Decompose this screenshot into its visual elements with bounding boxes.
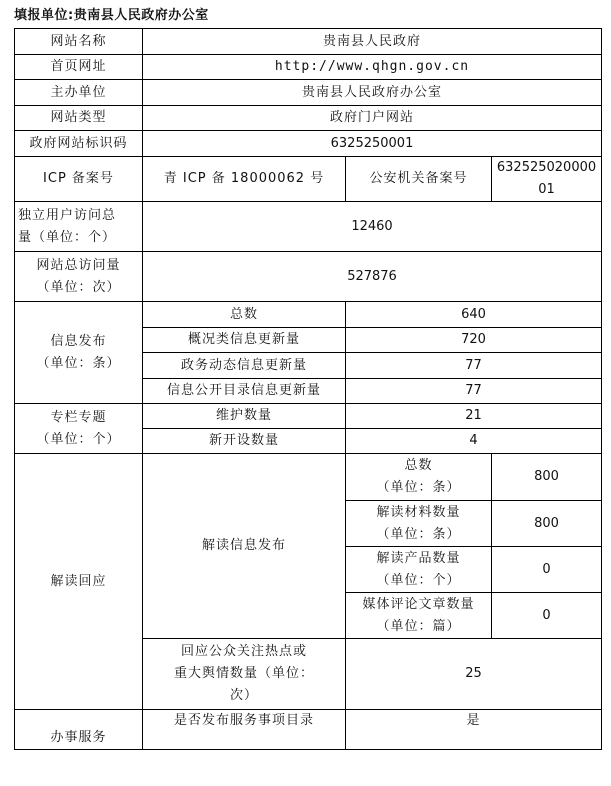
interp-row-label-line1: 解读产品数量 <box>376 550 461 566</box>
website-annual-report-table <box>14 28 602 750</box>
row-info-total <box>15 302 602 328</box>
site-name-value: 贵南县人民政府 <box>143 29 602 55</box>
columns-label-line2: （单位：个） <box>36 431 121 447</box>
columns-row-value: 4 <box>346 429 602 454</box>
hotspot-label-line1: 回应公众关注热点或 <box>180 644 307 659</box>
total-visits-label-line2: （单位：次） <box>36 279 121 295</box>
unique-visitors-label <box>15 202 143 252</box>
filing-unit-header: 填报单位:贵南县人民政府办公室 <box>14 8 209 23</box>
interpretation-sub-label: 解读信息发布 <box>143 454 346 639</box>
columns-row-value: 21 <box>346 404 602 429</box>
total-visits-label-line1: 网站总访问量 <box>36 257 121 273</box>
row-site-type <box>15 106 602 131</box>
police-record-value: 63252502000001 <box>492 157 602 202</box>
info-row-value: 77 <box>346 379 602 404</box>
columns-row-label: 新开设数量 <box>143 429 346 454</box>
police-record-label: 公安机关备案号 <box>346 157 492 202</box>
row-site-name <box>15 29 602 55</box>
interp-row-value: 800 <box>492 454 602 501</box>
site-type-value: 政府门户网站 <box>143 106 602 131</box>
interp-row-label-line2: （单位：条） <box>376 480 461 495</box>
info-row-value: 640 <box>346 302 602 328</box>
interp-row-label <box>346 501 492 547</box>
interp-row-value: 0 <box>492 547 602 593</box>
info-release-label <box>15 302 143 404</box>
services-catalog-value: 是 <box>346 710 602 750</box>
unique-visitors-label-line1: 独立用户访问总 <box>18 207 117 223</box>
hotspot-label-line2: 重大舆情数量（单位： <box>173 666 314 681</box>
row-unique-visitors <box>15 202 602 252</box>
organizer-value: 贵南县人民政府办公室 <box>143 80 602 106</box>
columns-label-line1: 专栏专题 <box>50 409 107 425</box>
services-label: 办事服务 <box>15 710 143 750</box>
row-organizer <box>15 80 602 106</box>
interp-row-label <box>346 547 492 593</box>
interp-row-value: 800 <box>492 501 602 547</box>
unique-visitors-value: 12460 <box>143 202 602 252</box>
interp-row-label <box>346 593 492 639</box>
icp-value: 青 ICP 备 18000062 号 <box>143 157 346 202</box>
row-icp <box>15 157 602 202</box>
total-visits-value: 527876 <box>143 252 602 302</box>
site-name-label: 网站名称 <box>15 29 143 55</box>
columns-label <box>15 404 143 454</box>
info-row-label: 信息公开目录信息更新量 <box>143 379 346 404</box>
info-row-label: 总数 <box>143 302 346 328</box>
interp-row-label-line2: （单位：条） <box>376 526 461 542</box>
info-release-label-line1: 信息发布 <box>50 333 107 349</box>
interp-row-label-line2: （单位：个） <box>376 572 461 588</box>
organizer-label: 主办单位 <box>15 80 143 106</box>
info-row-value: 720 <box>346 328 602 353</box>
homepage-value: http://www.qhgn.gov.cn <box>143 55 602 80</box>
interp-row-label-line1: 媒体评论文章数量 <box>362 596 475 612</box>
info-release-label-line2: （单位：条） <box>36 355 121 371</box>
info-row-label: 政务动态信息更新量 <box>143 353 346 379</box>
columns-row-label: 维护数量 <box>143 404 346 429</box>
row-homepage <box>15 55 602 80</box>
site-type-label: 网站类型 <box>15 106 143 131</box>
services-catalog-label: 是否发布服务事项目录 <box>143 710 346 750</box>
hotspot-label-line3: 次） <box>229 688 258 703</box>
site-id-label: 政府网站标识码 <box>15 131 143 157</box>
interpretation-label: 解读回应 <box>15 454 143 710</box>
interp-row-label-line1: 总数 <box>404 458 433 473</box>
total-visits-label <box>15 252 143 302</box>
interp-row-label-line2: （单位：篇） <box>376 618 461 634</box>
row-columns-maintained <box>15 404 602 429</box>
row-site-id <box>15 131 602 157</box>
row-interp-total <box>15 454 602 501</box>
site-id-value: 6325250001 <box>143 131 602 157</box>
info-row-value: 77 <box>346 353 602 379</box>
row-total-visits <box>15 252 602 302</box>
hotspot-value: 25 <box>346 639 602 710</box>
unique-visitors-label-line2: 量（单位：个） <box>18 229 117 245</box>
hotspot-label <box>143 639 346 710</box>
row-services <box>15 710 602 750</box>
interp-row-label <box>346 454 492 501</box>
interp-row-value: 0 <box>492 593 602 639</box>
icp-label: ICP 备案号 <box>15 157 143 202</box>
interp-row-label-line1: 解读材料数量 <box>376 504 461 520</box>
info-row-label: 概况类信息更新量 <box>143 328 346 353</box>
homepage-label: 首页网址 <box>15 55 143 80</box>
